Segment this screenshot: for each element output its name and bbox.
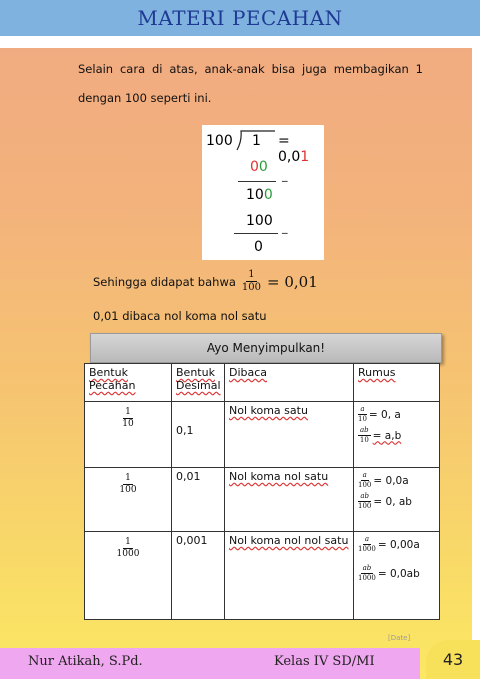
reading-text: Nol koma nol satu — [229, 470, 329, 483]
formula-2 — [358, 493, 435, 510]
formula-1-value: = 0,00a — [377, 538, 420, 551]
header-col3: Dibaca — [229, 366, 268, 379]
quotient — [278, 133, 324, 165]
decimal-cell — [172, 532, 225, 620]
formula-2-denominator: 1000 — [358, 574, 376, 582]
formula-2-value: = 0, ab — [373, 495, 412, 508]
formula-1-fraction — [358, 536, 376, 553]
fraction-cell — [85, 468, 172, 532]
reading-text: Nol koma nol nol satu — [229, 534, 349, 547]
quotient-zeros: 0,0 — [278, 149, 301, 165]
fraction-cell — [85, 402, 172, 468]
minus-sign-2: _ — [282, 221, 288, 234]
header-divider — [0, 36, 480, 48]
decimal-value: 0,001 — [176, 534, 208, 547]
result-denominator: 100 — [241, 282, 261, 293]
table-row — [85, 468, 440, 532]
formula-1-numerator: a — [364, 535, 369, 543]
formula-1-denominator: 1000 — [358, 545, 376, 553]
dividend: 1 — [252, 133, 261, 149]
quotient-equals: = — [278, 133, 290, 149]
formula-2-denominator: 10 — [359, 436, 369, 444]
formula-cell — [354, 468, 440, 532]
fraction-denominator: 100 — [119, 485, 137, 495]
formula-2-numerator: ab — [362, 564, 372, 572]
step-2 — [246, 187, 273, 203]
long-division-box — [202, 125, 324, 260]
formula-1 — [358, 472, 435, 489]
header-bentuk-desimal — [172, 364, 225, 402]
header-bentuk-pecahan — [85, 364, 172, 402]
fraction-numerator: 1 — [125, 537, 131, 547]
decimal-value: 0,01 — [176, 470, 201, 483]
table-row — [85, 402, 440, 468]
subtraction-line-2 — [234, 233, 278, 234]
formula-2-fraction — [358, 493, 371, 510]
reading-line: 0,01 dibaca nol koma nol satu — [93, 309, 267, 323]
step-2-digits: 10 — [246, 187, 264, 203]
formula-1-value: = 0, a — [368, 408, 401, 421]
reading-text: Nol koma satu — [229, 404, 308, 417]
result-prefix: Sehingga didapat bahwa — [93, 274, 236, 289]
right-margin-strip — [472, 48, 480, 640]
formula-2-fraction — [358, 427, 371, 444]
formula-2-value: = 0,0ab — [377, 567, 420, 580]
subtraction-line-1 — [238, 181, 276, 182]
intro-line-2: dengan 100 seperti ini. — [78, 91, 212, 105]
table-header-row — [85, 364, 440, 402]
class-label: Kelas IV SD/MI — [274, 654, 375, 669]
formula-1-denominator: 100 — [358, 481, 372, 489]
header-col1-line1: Bentuk — [89, 366, 128, 379]
reading-cell — [225, 468, 354, 532]
page-number: 43 — [442, 650, 464, 669]
step-3: 100 — [246, 213, 273, 229]
fraction — [117, 538, 140, 559]
formula-2-value: = a,b — [372, 429, 402, 442]
formula-2-numerator: ab — [360, 492, 370, 500]
header-col1-line2: Pecahan — [89, 379, 136, 392]
formula-2 — [358, 565, 435, 582]
header-dibaca — [225, 364, 354, 402]
formula-1 — [358, 536, 435, 553]
fraction-denominator: 1000 — [116, 549, 140, 559]
step-2-green-digit: 0 — [263, 187, 273, 203]
fraction-numerator: 1 — [125, 473, 131, 483]
reading-cell — [225, 532, 354, 620]
header-rumus — [354, 364, 440, 402]
result-statement — [93, 270, 318, 293]
formula-cell — [354, 532, 440, 620]
date-placeholder: [Date] — [388, 634, 411, 642]
formula-1-numerator: a — [362, 471, 367, 479]
page-title: MATERI PECAHAN — [137, 6, 343, 30]
formula-2 — [358, 427, 435, 444]
formula-cell — [354, 402, 440, 468]
formula-1-fraction — [358, 472, 371, 489]
formula-1-fraction — [358, 406, 367, 423]
remainder: 0 — [254, 239, 263, 255]
fraction-numerator: 1 — [125, 407, 131, 417]
author-name: Nur Atikah, S.Pd. — [28, 654, 143, 669]
fraction — [122, 408, 133, 429]
table-row — [85, 532, 440, 620]
fraction-denominator: 10 — [122, 419, 134, 429]
formula-1-denominator: 10 — [358, 415, 367, 423]
summary-table — [84, 363, 439, 620]
result-value: = 0,01 — [267, 272, 318, 291]
result-numerator: 1 — [248, 269, 255, 280]
step-1-green-digit: 0 — [258, 159, 268, 175]
quotient-last-digit: 1 — [300, 149, 310, 165]
formula-1-value: = 0,0a — [373, 474, 409, 487]
result-fraction — [242, 270, 261, 293]
formula-2-numerator: ab — [360, 426, 369, 434]
header-col4: Rumus — [358, 366, 396, 379]
formula-1 — [358, 406, 435, 423]
formula-2-denominator: 100 — [358, 502, 372, 510]
fraction-cell — [85, 532, 172, 620]
minus-sign-1: _ — [282, 169, 288, 182]
intro-line-1: Selain cara di atas, anak-anak bisa juga membagikan 1 — [78, 62, 423, 76]
reading-cell — [225, 402, 354, 468]
decimal-cell — [172, 468, 225, 532]
header-col2-line1: Bentuk — [176, 366, 215, 379]
decimal-value: 0,1 — [176, 424, 194, 437]
formula-2-fraction — [358, 565, 376, 582]
step-1-red-digit: 0 — [250, 159, 259, 175]
decimal-cell — [172, 402, 225, 468]
step-1 — [250, 159, 268, 175]
header-col2-line2: Desimal — [176, 379, 221, 392]
fraction — [119, 474, 136, 495]
formula-1-numerator: a — [360, 405, 365, 413]
summary-banner: Ayo Menyimpulkan! — [90, 333, 442, 363]
divisor: 100 — [206, 133, 233, 149]
